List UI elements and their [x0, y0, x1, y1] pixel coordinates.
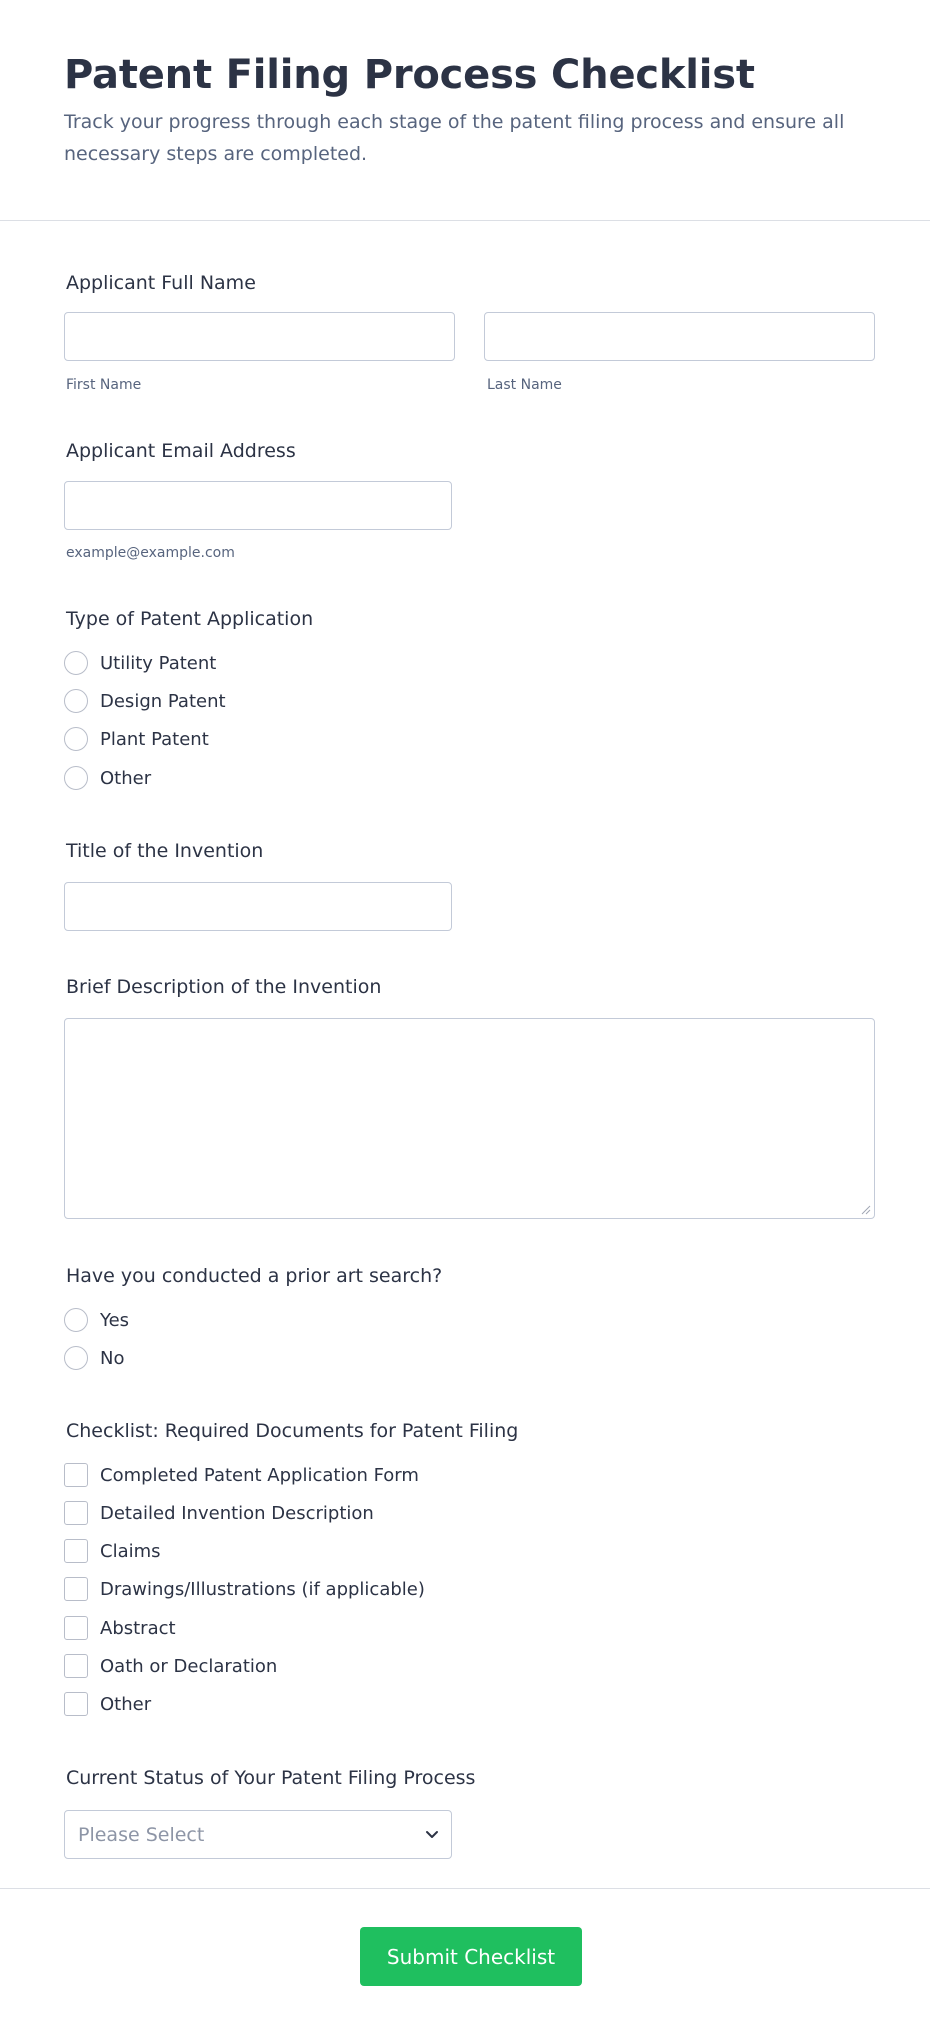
option-label: Other	[100, 1693, 152, 1715]
checkbox[interactable]	[64, 1501, 88, 1525]
option-label: Utility Patent	[100, 652, 217, 674]
first-name-input[interactable]	[64, 312, 455, 361]
option-label: Yes	[100, 1309, 130, 1331]
radio-button[interactable]	[64, 689, 88, 713]
page-subtitle: Track your progress through each stage of the patent filing process and ensure all necessary steps are completed.	[64, 111, 845, 165]
prior-art-option-yes[interactable]	[64, 1307, 129, 1333]
radio-button[interactable]	[64, 1308, 88, 1332]
documents-label: Checklist: Required Documents for Patent Filing	[66, 1420, 519, 1442]
document-option-abstract[interactable]	[64, 1615, 176, 1641]
option-label: Oath or Declaration	[100, 1655, 278, 1677]
document-option-oath[interactable]	[64, 1653, 277, 1679]
patent-type-option-other[interactable]	[64, 765, 151, 791]
option-label: Detailed Invention Description	[100, 1502, 374, 1524]
status-select-placeholder: Please Select	[78, 1824, 205, 1846]
email-sublabel: example@example.com	[66, 545, 235, 561]
email-label: Applicant Email Address	[66, 440, 296, 462]
prior-art-label: Have you conducted a prior art search?	[66, 1265, 443, 1287]
invention-title-input[interactable]	[64, 882, 452, 931]
option-label: Drawings/Illustrations (if applicable)	[100, 1578, 425, 1600]
last-name-input[interactable]	[484, 312, 875, 361]
chevron-down-icon	[425, 1828, 439, 1842]
description-label: Brief Description of the Invention	[66, 976, 382, 998]
checkbox[interactable]	[64, 1692, 88, 1716]
option-label: Completed Patent Application Form	[100, 1464, 419, 1486]
document-option-detailed-description[interactable]	[64, 1500, 374, 1526]
radio-button[interactable]	[64, 727, 88, 751]
radio-button[interactable]	[64, 766, 88, 790]
document-option-application-form[interactable]	[64, 1462, 419, 1488]
radio-button[interactable]	[64, 1346, 88, 1370]
document-option-other[interactable]	[64, 1691, 151, 1717]
full-name-label: Applicant Full Name	[66, 272, 256, 294]
page-title: Patent Filing Process Checklist	[64, 52, 755, 98]
document-option-drawings[interactable]	[64, 1576, 425, 1602]
checkbox[interactable]	[64, 1654, 88, 1678]
option-label: Abstract	[100, 1617, 176, 1639]
checkbox[interactable]	[64, 1577, 88, 1601]
option-label: Other	[100, 767, 152, 789]
checkbox[interactable]	[64, 1616, 88, 1640]
resize-handle-icon[interactable]	[861, 1205, 871, 1215]
prior-art-option-no[interactable]	[64, 1345, 124, 1371]
option-label: No	[100, 1347, 125, 1369]
status-label: Current Status of Your Patent Filing Process	[66, 1767, 476, 1789]
option-label: Plant Patent	[100, 728, 209, 750]
radio-button[interactable]	[64, 651, 88, 675]
footer-divider	[0, 1888, 930, 1889]
patent-type-option-utility[interactable]	[64, 650, 216, 676]
checkbox[interactable]	[64, 1463, 88, 1487]
email-input[interactable]	[64, 481, 452, 530]
description-textarea[interactable]	[64, 1018, 875, 1219]
form-header	[0, 0, 930, 221]
submit-button[interactable]: Submit Checklist	[360, 1927, 582, 1986]
invention-title-label: Title of the Invention	[66, 840, 264, 862]
first-name-sublabel: First Name	[66, 377, 142, 393]
patent-type-option-design[interactable]	[64, 688, 226, 714]
document-option-claims[interactable]	[64, 1538, 161, 1564]
checkbox[interactable]	[64, 1539, 88, 1563]
option-label: Design Patent	[100, 690, 226, 712]
status-select[interactable]	[64, 1810, 452, 1859]
patent-type-label: Type of Patent Application	[66, 608, 314, 630]
last-name-sublabel: Last Name	[487, 377, 562, 393]
patent-type-option-plant[interactable]	[64, 726, 209, 752]
option-label: Claims	[100, 1540, 161, 1562]
